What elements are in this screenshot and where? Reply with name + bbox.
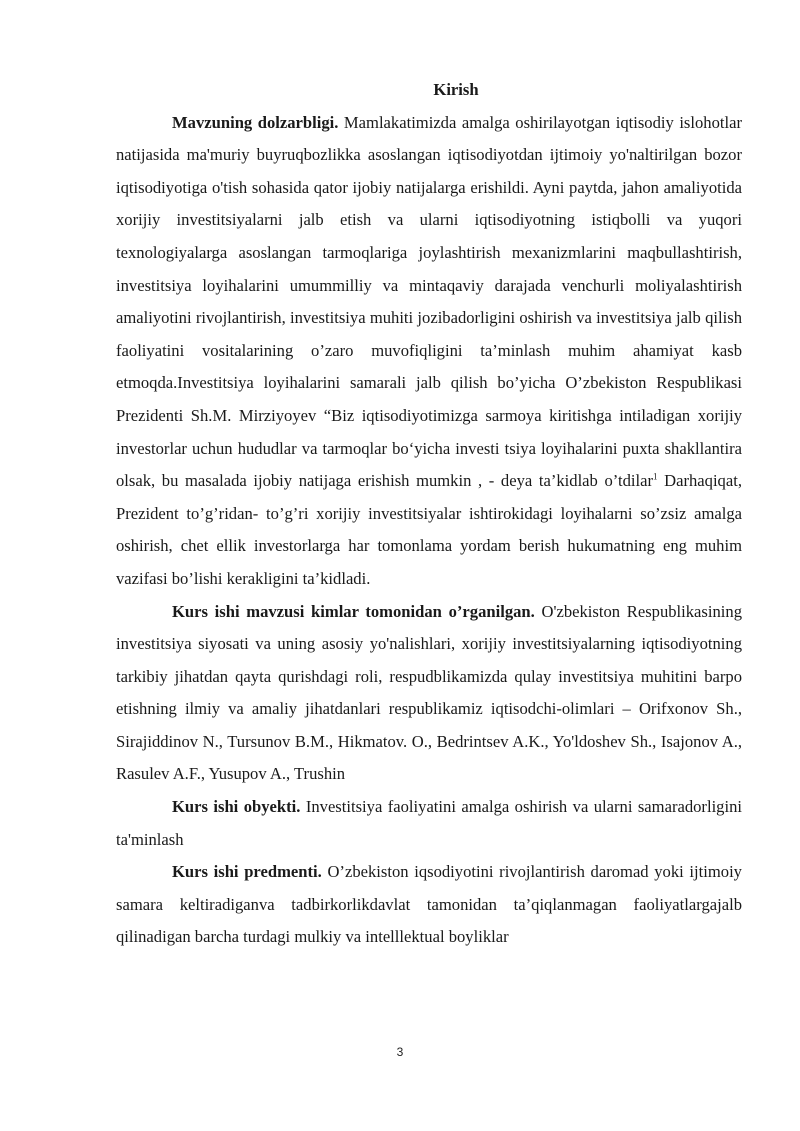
- page-number: 3: [396, 1045, 404, 1059]
- paragraph-heading: Kurs ishi mavzusi kimlar tomonidan o’rganilgan.: [172, 601, 535, 621]
- paragraph-text: Investitsiya faoliyatini amalga oshirish va ularni samaradorligini ta'minlash: [116, 797, 742, 849]
- paragraph-text: Mamlakatimizda amalga oshirilayotgan iqtisodiy islohotlar natijasida ma'muriy buyruqbozlikka asoslangan iqtisodiyotdan ijtimoiy yo'naltirilgan bozor iqtisodiyotiga o'tish sohasida qator ijobiy natijalarga erishildi. Ayni paytda, jahon amaliyotida xorijiy investitsiyalarni jalb etish va ularni iqtisodiyotning istiqbolli va yuqori texnologiyalarga asoslangan tarmoqlariga joylashtirish mexanizmlarini maqbullashtirish, investitsiya loyihalarini umummilliy va mintaqaviy darajada venchurli moliyalashtirish amaliyotini rivojlantirish, investitsiya muhiti jozibadorligini oshirish va investitsiya jalb qilish faoliyatini vositalarining o’zaro muvofiqligini ta’minlash muhim ahamiyat kasb etmoqda.Investitsiya loyihalarini samarali jalb qilish bo’yicha O’zbekiston Respublikasi Prezidenti Sh.M. Mirziyoyev “Biz iqtisodiyotimizga sarmoya kiritishga intiladigan xorijiy investorlar uchun hududlar va tarmoqlar bo‘yicha investi tsiya loyihalarini puxta shakllantira olsak, bu masalada ijobiy natijaga erishish mumkin , - deya ta’kidlab o’tdilar: [116, 112, 742, 491]
- paragraph-subject: [116, 856, 742, 954]
- paragraph-heading: Mavzuning dolzarbligi.: [172, 112, 339, 132]
- paragraph-studied-by: [116, 596, 742, 792]
- document-body: [116, 74, 742, 954]
- section-title: Kirish: [433, 80, 479, 99]
- footnote-mark[interactable]: 1: [653, 471, 658, 482]
- paragraph-heading: Kurs ishi predmenti.: [172, 862, 322, 882]
- paragraph-text: Darhaqiqat, Prezident to’g’ridan- to’g’ri xorijiy investitsiyalar ishtirokidagi loyihalarni so’zsiz amalga oshirish, chet ellik investorlarga har tomonlama yordam berish hukumatning eng muhim vazifasi bo’lishi kerakligini ta’kidladi.: [116, 471, 742, 588]
- paragraph-heading: Kurs ishi obyekti.: [172, 797, 301, 817]
- paragraph-object: [116, 791, 742, 856]
- paragraph-text: O’zbekiston iqsodiyotini rivojlantirish daromad yoki ijtimoiy samara keltiradiganva tadbirkorlikdavlat tamonidan ta’qiqlanmagan faoliyatlargajalb qilinadigan barcha turdagi mulkiy va intelllektual boyliklar: [116, 862, 742, 947]
- paragraph-text: O'zbekiston Respublikasining investitsiya siyosati va uning asosiy yo'nalishlari, xorijiy investitsiyalarning iqtisodiyotning tarkibiy jihatdan qayta qurishdagi roli, respudblikamizda qulay investitsiya muhitini barpo etishning ilmiy va amaliy jihatdanlari respublikamiz iqtisodchi-olimlari – Orifxonov Sh., Sirajiddinov N., Tursunov B.M., Hikmatov. O., Bedrintsev A.K., Yo'ldoshev Sh., Isajonov A., Rasulev A.F., Yusupov A., Trushin: [116, 601, 742, 784]
- paragraph-relevance: [116, 107, 742, 596]
